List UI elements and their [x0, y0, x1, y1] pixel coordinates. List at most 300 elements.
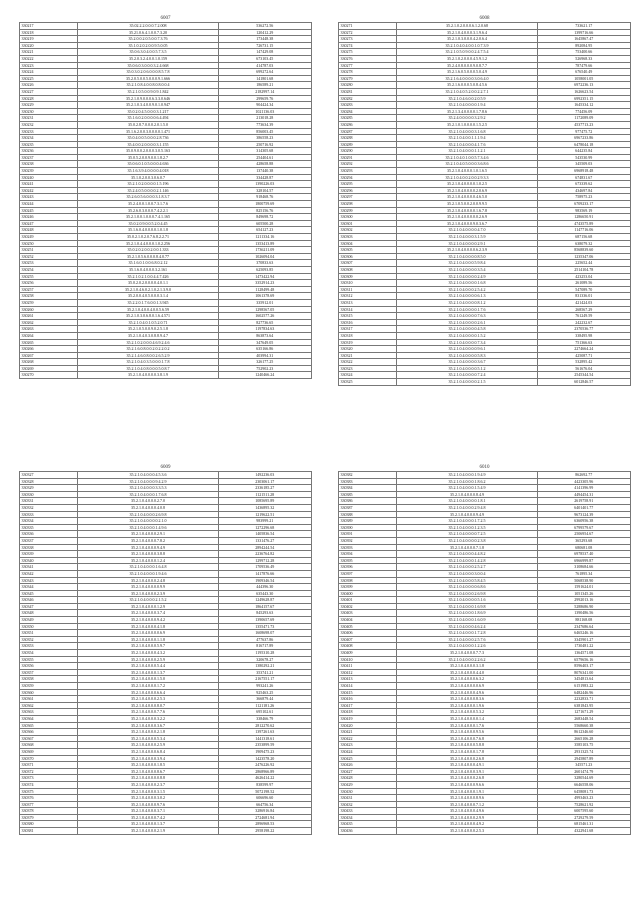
table-row	[20, 722, 312, 729]
code-cell: 35.2.1.0.4.0.0.0.9.4.9	[397, 511, 537, 518]
code-cell: 35.0.3.0.2.0.6.0.0.0.8.5.7.8	[78, 69, 218, 76]
row-id-cell: 330310	[339, 280, 397, 287]
row-id-cell: 330355	[20, 656, 78, 663]
row-id-cell: 330281	[339, 88, 397, 95]
row-id-cell: 330375	[20, 788, 78, 795]
code-cell: 35.2.1.0.4.0.0.0.2.4.8	[78, 577, 218, 584]
code-cell: 35.2.1.0.4.0.0.0.1.6.9.8	[397, 603, 537, 610]
table-row	[20, 42, 312, 49]
table-row	[339, 584, 631, 591]
table-row	[20, 49, 312, 56]
code-cell: 35.02.2.2.0.0.0.7.2.008	[78, 23, 218, 30]
row-id-cell: 330236	[20, 148, 78, 155]
row-id-cell: 330342	[20, 570, 78, 577]
row-id-cell: 330306	[339, 253, 397, 260]
code-cell: 35.2.1.0.4.0.0.0.1.9.1	[397, 788, 537, 795]
row-id-cell: 330302	[339, 227, 397, 234]
row-id-cell: 330327	[20, 472, 78, 479]
amount-cell: 761249.59	[537, 313, 630, 320]
code-cell: 35.2.1.0.4.0.0.0.9.0.3.6.7	[397, 220, 537, 227]
amount-cell: 753400.66	[537, 49, 630, 56]
amount-cell: 299659.76	[218, 95, 311, 102]
code-cell: 35.1.6.2.0.0.3.0.0.0.0.1.471	[78, 128, 218, 135]
table-row	[20, 372, 312, 379]
table-row	[339, 286, 631, 293]
table-row	[20, 181, 312, 188]
code-cell: 35.2.1.0.1.0.0.0.0.1.5.2.5	[397, 121, 537, 128]
code-cell: 35.2.1.0.4.0.0.0.3.2.2	[78, 715, 218, 722]
table-row	[339, 755, 631, 762]
amount-cell: 6482446.96	[537, 689, 630, 696]
table-row	[20, 656, 312, 663]
row-id-cell: 330219	[20, 36, 78, 43]
row-id-cell: 330386	[339, 498, 397, 505]
code-cell: 35.2.1.0.4.0.4.0.0.1.0.7.3.9	[397, 42, 537, 49]
row-id-cell: 330396	[339, 564, 397, 571]
table-row	[339, 187, 631, 194]
code-cell: 35.2.1.0.4.0.0.0.5.9.8.4	[397, 260, 537, 267]
row-id-cell: 330274	[339, 42, 397, 49]
table-row	[339, 161, 631, 168]
code-cell: 35.2.1.0.4.0.0.0.0.5.8.3	[397, 352, 537, 359]
row-id-cell: 330411	[339, 663, 397, 670]
row-id-cell: 330249	[20, 234, 78, 241]
amount-cell: 338466.79	[218, 715, 311, 722]
table-row	[339, 293, 631, 300]
code-cell: 35.2.1.0.4.0.0.0.1.7.2.8	[397, 630, 537, 637]
code-cell: 35.1.6.3.9.4.0.0.0.0.4.018	[78, 168, 218, 175]
row-id-cell: 330248	[20, 227, 78, 234]
row-id-cell: 330246	[20, 214, 78, 221]
row-id-cell: 330231	[20, 115, 78, 122]
row-id-cell: 330305	[339, 247, 397, 254]
code-cell: 35.2.1.0.4.0.0.0.0.0.2.6.9	[397, 214, 537, 221]
code-cell: 35.0.5.2.0.0.9.0.0.1.8.2.7	[78, 154, 218, 161]
code-cell: 35.2.1.0.4.0.0.0.2.9.4.8	[397, 504, 537, 511]
row-id-cell: 330301	[339, 220, 397, 227]
table-row	[20, 36, 312, 43]
amount-cell: 213018.28	[218, 115, 311, 122]
table-row	[20, 346, 312, 353]
table-row	[20, 128, 312, 135]
table-row	[20, 623, 312, 630]
amount-cell: 423253.04	[537, 273, 630, 280]
table-row	[20, 201, 312, 208]
table-row	[339, 597, 631, 604]
amount-cell: 1197834.63	[218, 326, 311, 333]
table-row	[20, 491, 312, 498]
row-id-cell: 330222	[20, 55, 78, 62]
amount-cell: 3345901.27	[537, 636, 630, 643]
table-row	[20, 650, 312, 657]
row-id-cell: 330430	[339, 788, 397, 795]
code-cell: 35.0.4.0.0.5.0.0.0.2.8.736	[78, 135, 218, 142]
amount-cell: 1286650.91	[537, 214, 630, 221]
code-cell: 35.2.1.0.4.0.0.0.2.5.3	[397, 828, 537, 835]
row-id-cell: 330307	[339, 260, 397, 267]
amount-cell: 925463.25	[218, 689, 311, 696]
code-cell: 35.2.1.0.4.0.0.0.7.4.2	[78, 814, 218, 821]
table-row	[339, 36, 631, 43]
table-row	[20, 266, 312, 273]
row-id-cell: 330347	[20, 603, 78, 610]
row-id-cell: 330295	[339, 181, 397, 188]
table-row	[339, 537, 631, 544]
row-id-cell: 330291	[339, 154, 397, 161]
table-row	[20, 234, 312, 241]
table-row	[339, 194, 631, 201]
code-cell: 35.2.1.0.4.4.0.0.0.1.0.2.256	[78, 240, 218, 247]
code-cell: 35.2.1.0.2.0.0.0.6.1.2.0.68	[397, 23, 537, 30]
amount-cell: 328104.57	[218, 187, 311, 194]
table-row	[20, 82, 312, 89]
row-id-cell: 330360	[20, 689, 78, 696]
amount-cell: 6401401.77	[537, 504, 630, 511]
row-id-cell: 330376	[20, 795, 78, 802]
row-id-cell: 330324	[339, 372, 397, 379]
code-cell: 35.2.1.0.4.0.0.0.4.3.2	[78, 650, 218, 657]
amount-cell: 892084.95	[537, 42, 630, 49]
amount-cell: 1399716.66	[537, 29, 630, 36]
table-row	[339, 23, 631, 30]
code-cell: 35.2.1.0.3.0.0.0.4.2.0.6.4	[397, 36, 537, 43]
row-id-cell: 330270	[20, 372, 78, 379]
table-row	[20, 352, 312, 359]
row-id-cell: 330232	[20, 121, 78, 128]
table-row	[20, 260, 312, 267]
table-row	[339, 42, 631, 49]
amount-cell: 1272296.68	[218, 524, 311, 531]
row-id-cell: 330338	[20, 544, 78, 551]
amount-cell: 664756.34	[218, 801, 311, 808]
code-cell: 35.2.1.0.4.0.0.0.1.3.7	[78, 669, 218, 676]
table-row	[20, 332, 312, 339]
code-cell: 35.2.1.0.3.0.6.8.0.1.6.4.571	[78, 313, 218, 320]
code-cell: 35.2.1.0.4.0.0.0.0.1.7.6	[397, 306, 537, 313]
code-cell: 35.2.1.0.4.0.3.0.8.8.9.4.7	[78, 332, 218, 339]
amount-cell: 673339.62	[537, 181, 630, 188]
row-id-cell: 330390	[339, 524, 397, 531]
code-cell: 35.0.2.1.0.2.0.7.6.8.2.2.71	[78, 234, 218, 241]
amount-cell: 314305.68	[218, 148, 311, 155]
table-row	[339, 511, 631, 518]
code-cell: 35.2.1.0.4.0.0.0.9.5.6	[397, 729, 537, 736]
code-cell: 35.2.1.0.4.0.0.0.0.8.8	[78, 775, 218, 782]
row-id-cell: 330383	[339, 478, 397, 485]
amount-cell: 1271671.29	[537, 709, 630, 716]
code-cell: 35.2.1.0.4.0.0.0.2.2.6.2	[397, 656, 537, 663]
row-id-cell: 330296	[339, 187, 397, 194]
amount-cell: 3585103.75	[537, 742, 630, 749]
code-cell: 35.0.2.0.4.5.0.0.0.3.1.217	[78, 108, 218, 115]
amount-cell: 816717.89	[218, 643, 311, 650]
amount-cell: 1423578.20	[218, 755, 311, 762]
table-row	[20, 154, 312, 161]
amount-cell: 1390486.56	[537, 610, 630, 617]
code-cell: 35.2.1.0.4.0.0.0.3.1.6.8	[397, 128, 537, 135]
row-id-cell: 330419	[339, 715, 397, 722]
row-id-cell: 330304	[339, 240, 397, 247]
code-cell: 35.2.4.0.8.0.0.0.9.0.8.7.7	[397, 62, 537, 69]
amount-cell: 6646558.06	[537, 781, 630, 788]
amount-cell: 751366.63	[537, 339, 630, 346]
table-row	[20, 814, 312, 821]
table-row	[339, 214, 631, 221]
amount-cell: 120412.29	[218, 29, 311, 36]
amount-cell: 2958198.22	[218, 828, 311, 835]
code-cell: 35.2.1.0.4.0.1.0.0.5.7.3.4.6	[397, 154, 537, 161]
table-row	[339, 313, 631, 320]
row-id-cell: 330271	[339, 23, 397, 30]
row-id-cell: 330289	[339, 141, 397, 148]
code-cell: 35.2.1.0.4.0.0.0.2.5.4.2	[397, 286, 537, 293]
data-table	[338, 471, 631, 835]
row-id-cell: 330357	[20, 669, 78, 676]
row-id-cell: 330414	[339, 683, 397, 690]
code-cell: 35.2.1.0.4.0.0.0.8.9.6	[397, 795, 537, 802]
code-cell: 35.2.1.0.4.0.0.0.1.0.1.6.5	[397, 168, 537, 175]
row-id-cell: 330358	[20, 676, 78, 683]
amount-cell: 2812270.62	[218, 722, 311, 729]
code-cell: 35.2.1.0.4.0.0.0.4.1.7.6	[397, 141, 537, 148]
amount-cell: 8596403.17	[537, 663, 630, 670]
amount-cell: 2476226.92	[218, 762, 311, 769]
amount-cell: 261089.56	[537, 280, 630, 287]
amount-cell: 1353413.89	[218, 240, 311, 247]
row-id-cell: 330370	[20, 755, 78, 762]
code-cell: 35.2.1.0.4.0.0.0.5.3.4	[78, 735, 218, 742]
table-row	[339, 220, 631, 227]
code-cell: 35.1.0.2.0.2.0.0.9.5.0.05	[78, 42, 218, 49]
row-id-cell: 330431	[339, 795, 397, 802]
code-cell: 35.2.6.0.3.0.0.0.7.4.2.2.1	[78, 207, 218, 214]
code-cell: 35.2.0.0.2.0.5.0.0.7.3.76	[78, 36, 218, 43]
amount-cell: 699272.64	[218, 69, 311, 76]
amount-cell: 1235347.06	[537, 253, 630, 260]
code-cell: 35.2.1.0.4.0.0.0.4.9.2	[397, 821, 537, 828]
amount-cell: 605500.28	[218, 220, 311, 227]
table-row	[20, 808, 312, 815]
amount-cell: 1299712.28	[218, 557, 311, 564]
table-row	[339, 207, 631, 214]
table-row	[20, 557, 312, 564]
amount-cell: 1240466.24	[218, 372, 311, 379]
table-row	[339, 630, 631, 637]
row-id-cell: 330234	[20, 135, 78, 142]
code-cell: 35.2.1.0.4.0.0.0.7.1.2	[397, 801, 537, 808]
row-id-cell: 330221	[20, 49, 78, 56]
amount-cell: 547089.70	[537, 286, 630, 293]
table-row	[339, 669, 631, 676]
table-row	[339, 339, 631, 346]
row-id-cell: 330224	[20, 69, 78, 76]
amount-cell: 674831.67	[537, 174, 630, 181]
row-id-cell: 330379	[20, 814, 78, 821]
row-id-cell: 330312	[339, 293, 397, 300]
amount-cell: 2182997.14	[218, 88, 311, 95]
table-row	[339, 676, 631, 683]
table-row	[339, 557, 631, 564]
table-row	[20, 676, 312, 683]
row-id-cell: 330404	[339, 617, 397, 624]
table-row	[339, 234, 631, 241]
code-cell: 35.2.1.0.4.0.0.0.4.0.8	[78, 504, 218, 511]
code-cell: 35.2.1.0.4.0.3.5.0.0.0.1.7.8	[78, 359, 218, 366]
table-row	[339, 141, 631, 148]
table-row	[339, 650, 631, 657]
row-id-cell: 330298	[339, 201, 397, 208]
table-row	[339, 346, 631, 353]
table-row	[20, 748, 312, 755]
row-id-cell: 330366	[20, 729, 78, 736]
row-id-cell: 330405	[339, 623, 397, 630]
table-row	[20, 247, 312, 254]
code-cell: 35.2.1.0.4.0.0.0.1.4.2.8	[397, 557, 537, 564]
row-id-cell: 330384	[339, 485, 397, 492]
row-id-cell: 330259	[20, 299, 78, 306]
amount-cell: 695102.61	[218, 709, 311, 716]
code-cell: 35.1.6.0.2.0.0.0.0.6.4.494	[78, 115, 218, 122]
row-id-cell: 330297	[339, 194, 397, 201]
amount-cell: 635166.86	[218, 346, 311, 353]
table-row	[20, 69, 312, 76]
row-id-cell: 330394	[339, 551, 397, 558]
amount-cell: 1730481.22	[537, 643, 630, 650]
code-cell: 35.2.1.0.4.0.0.0.1.7.2	[78, 683, 218, 690]
table-row	[339, 372, 631, 379]
row-id-cell: 330373	[20, 775, 78, 782]
row-id-cell: 330241	[20, 181, 78, 188]
amount-cell: 2506954.67	[537, 531, 630, 538]
amount-cell: 6978537.40	[537, 551, 630, 558]
amount-cell: 654127.23	[218, 227, 311, 234]
code-cell: 35.2.1.0.4.0.0.0.5.4.4	[78, 663, 218, 670]
table-row	[339, 504, 631, 511]
row-id-cell: 330223	[20, 62, 78, 69]
code-cell: 35.2.1.0.4.0.0.0.8.0.7	[78, 702, 218, 709]
row-id-cell: 330308	[339, 266, 397, 273]
table-row	[339, 715, 631, 722]
table-row	[339, 260, 631, 267]
row-id-cell: 330256	[20, 280, 78, 287]
row-id-cell: 330339	[20, 551, 78, 558]
amount-cell: 2353899.59	[218, 742, 311, 749]
row-id-cell: 330220	[20, 42, 78, 49]
row-id-cell: 330227	[20, 88, 78, 95]
code-cell: 35.2.1.0.4.0.0.2.0.0.2.9.3.3	[397, 174, 537, 181]
amount-cell: 268567.29	[537, 306, 630, 313]
row-id-cell: 330371	[20, 762, 78, 769]
code-cell: 35.2.1.0.4.0.0.0.9.4.2.9	[78, 478, 218, 485]
table-row	[339, 722, 631, 729]
row-id-cell: 330263	[20, 326, 78, 333]
row-id-cell: 330331	[20, 498, 78, 505]
code-cell: 35.2.1.0.4.0.0.0.0.4.6.5.0	[397, 194, 537, 201]
amount-cell: 752902.23	[218, 365, 311, 372]
row-id-cell: 330272	[339, 29, 397, 36]
code-cell: 35.2.1.0.4.0.0.0.1.8.6.2	[397, 478, 537, 485]
amount-cell: 1058001.05	[537, 75, 630, 82]
amount-cell: 5288686.90	[537, 603, 630, 610]
amount-cell: 673103.45	[218, 55, 311, 62]
table-row	[339, 742, 631, 749]
table-row	[339, 95, 631, 102]
table-row	[20, 121, 312, 128]
amount-cell: 993241.26	[218, 683, 311, 690]
amount-cell: 4322941.68	[537, 828, 630, 835]
table-row	[339, 781, 631, 788]
amount-cell: 4626414.22	[218, 775, 311, 782]
code-cell: 35.2.1.0.4.0.0.0.3.1.5.9	[397, 234, 537, 241]
row-id-cell: 330393	[339, 544, 397, 551]
table-row	[20, 207, 312, 214]
code-cell: 35.2.1.0.4.0.0.0.0.7.2.4	[397, 372, 537, 379]
amount-cell: 1085695.89	[218, 498, 311, 505]
row-id-cell: 330309	[339, 273, 397, 280]
row-id-cell: 330363	[20, 709, 78, 716]
row-id-cell: 330354	[20, 650, 78, 657]
code-cell: 35.2.1.0.4.0.0.0.8.3.6	[397, 696, 537, 703]
panel-title: 6007	[160, 16, 171, 21]
row-id-cell: 330273	[339, 36, 397, 43]
row-id-cell: 330381	[20, 828, 78, 835]
code-cell: 35.2.1.0.4.0.0.0.9.6.6	[397, 781, 537, 788]
amount-cell: 773634.39	[218, 121, 311, 128]
row-id-cell: 330278	[339, 69, 397, 76]
code-cell: 35.2.1.0.5.0.0.2.0.0.9.9.5	[397, 201, 537, 208]
row-id-cell: 330329	[20, 485, 78, 492]
table-row	[20, 194, 312, 201]
amount-cell: 414787.03	[218, 62, 311, 69]
table-row	[339, 478, 631, 485]
table-row	[20, 161, 312, 168]
code-cell: 35.2.1.0.4.0.0.0.5.9.7	[78, 643, 218, 650]
amount-cell: 6967233.86	[537, 135, 630, 142]
table-panel-6008	[338, 15, 631, 386]
code-cell: 35.2.1.0.4.0.0.0.1.2.3.5	[397, 524, 537, 531]
table-row	[20, 755, 312, 762]
row-id-cell: 330285	[339, 115, 397, 122]
amount-cell: 1219622.51	[218, 511, 311, 518]
row-id-cell: 330348	[20, 610, 78, 617]
amount-cell: 635443.30	[218, 590, 311, 597]
row-id-cell: 330362	[20, 702, 78, 709]
code-cell: 35.2.1.0.4.0.0.0.0.2.4.9	[397, 273, 537, 280]
amount-cell: 2894244.54	[218, 544, 311, 551]
table-row	[20, 227, 312, 234]
row-id-cell: 330253	[20, 260, 78, 267]
code-cell: 35.2.1.6.4.0.0.0.0.3.0.6.4.0	[397, 75, 537, 82]
code-cell: 35.2.1.0.4.0.0.0.1.7.8	[397, 748, 537, 755]
amount-cell: 774456.09	[537, 108, 630, 115]
code-cell: 35.0.6.0.3.0.0.0.3.2.4.668	[78, 62, 218, 69]
table-row	[339, 729, 631, 736]
table-row	[20, 603, 312, 610]
row-id-cell: 330279	[339, 75, 397, 82]
code-cell: 35.0.6.0.1.0.5.0.0.0.4.636	[78, 161, 218, 168]
amount-cell: 242232.67	[537, 319, 630, 326]
row-id-cell: 330280	[339, 82, 397, 89]
table-row	[339, 518, 631, 525]
code-cell: 35.2.1.0.4.0.5.0.0.0.3.6.8.6	[397, 161, 537, 168]
data-table	[19, 471, 312, 835]
amount-cell: 173448.38	[218, 36, 311, 43]
table-row	[339, 762, 631, 769]
amount-cell: 1602577.26	[218, 313, 311, 320]
row-id-cell: 330412	[339, 669, 397, 676]
code-cell: 35.2.1.0.4.0.0.0.0.8.1.2	[397, 299, 537, 306]
amount-cell: 2370536.77	[537, 326, 630, 333]
